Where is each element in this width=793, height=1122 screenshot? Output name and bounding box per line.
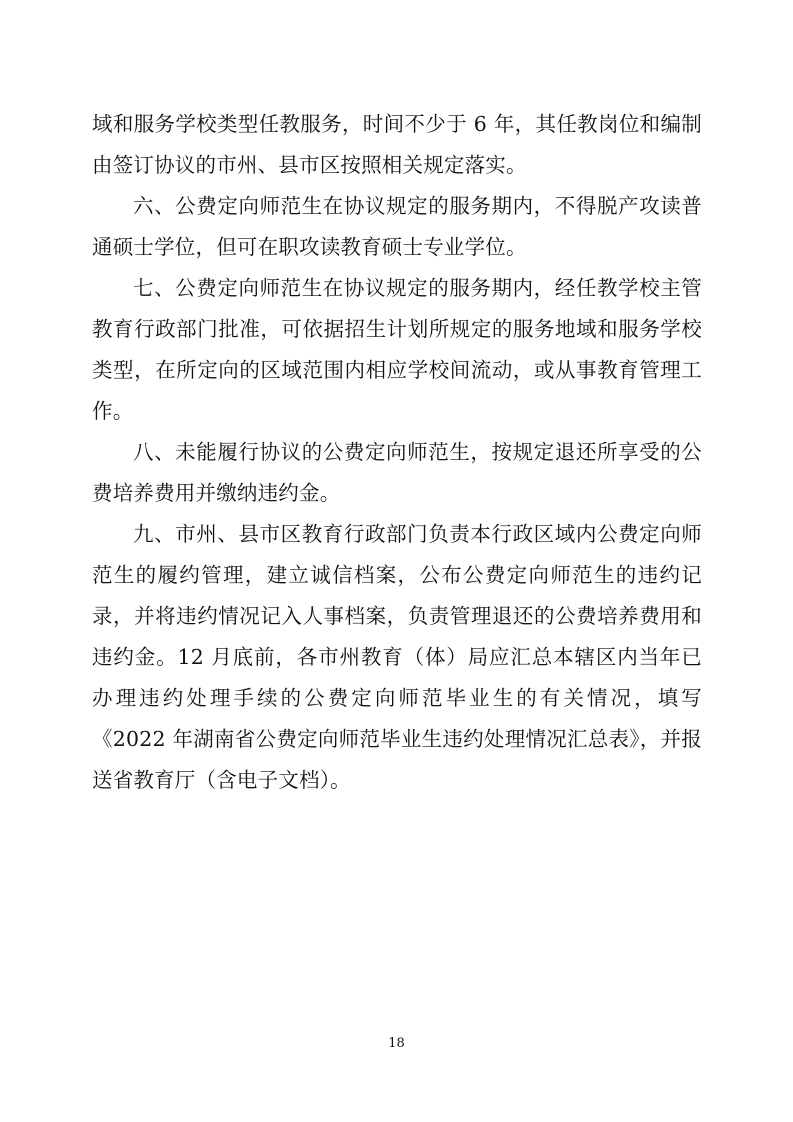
paragraph-item-seven: 七、公费定向师范生在协议规定的服务期内，经任教学校主管教育行政部门批准，可依据招生计划所规定的服务地域和服务学校类型，在所定向的区域范围内相应学校间流动，或从事教育管理工作。	[92, 276, 702, 423]
page-number: 18	[388, 1036, 405, 1051]
paragraph-continuation: 域和服务学校类型任教服务，时间不少于 6 年，其任教岗位和编制由签订协议的市州、县市区按照相关规定落实。	[92, 112, 702, 177]
paragraph-item-six: 六、公费定向师范生在协议规定的服务期内，不得脱产攻读普通硕士学位，但可在职攻读教育硕士专业学位。	[92, 194, 702, 259]
document-body	[92, 104, 702, 801]
paragraph-item-eight: 八、未能履行协议的公费定向师范生，按规定退还所享受的公费培养费用并缴纳违约金。	[92, 440, 702, 505]
paragraph-item-nine: 九、市州、县市区教育行政部门负责本行政区域内公费定向师范生的履约管理，建立诚信档案，公布公费定向师范生的违约记录，并将违约情况记入人事档案，负责管理退还的公费培养费用和违约金。12 月底前，各市州教育（体）局应汇总本辖区内当年已办理违约处理手续的公费定向师范毕业生的有关情况，填写《2022 年湖南省公费定向师范毕业生违约处理情况汇总表》，并报送省教育厅（含电子文档）。	[92, 522, 702, 792]
